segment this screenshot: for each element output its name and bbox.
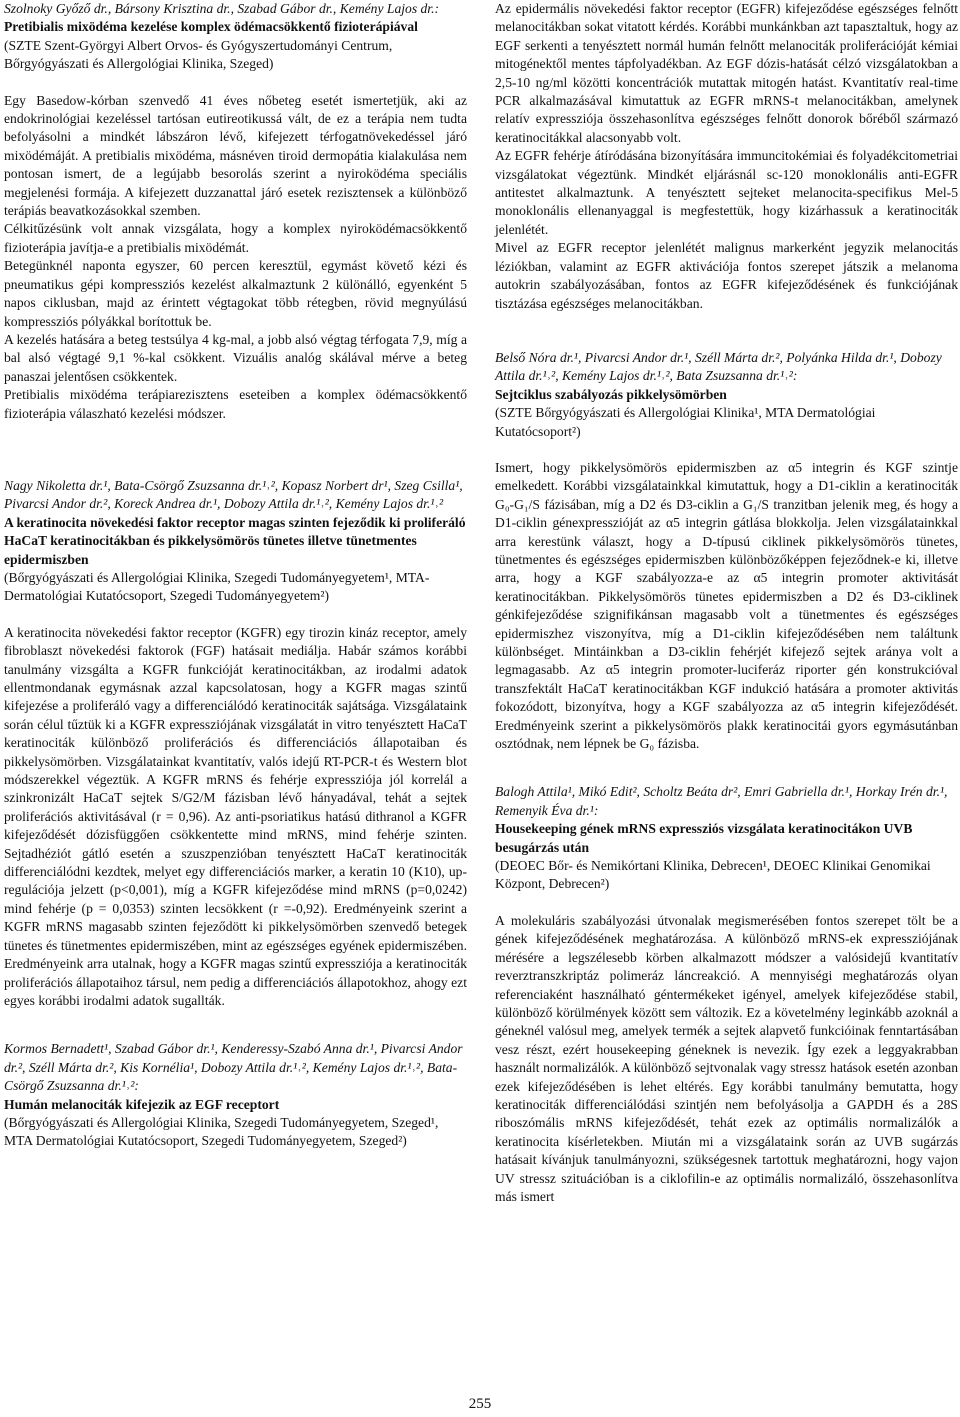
- abstract-authors: Kormos Bernadett¹, Szabad Gábor dr.¹, Kenderessy-Szabó Anna dr.¹, Pivarcsi Andor dr.², Széll Márta dr.², Kis Kornélia¹, Dobozy Attila dr.¹˒², Kemény Lajos dr.¹˒², Bata-Csörgő Zsuzsanna dr.¹˒²:: [4, 1041, 463, 1094]
- abstract-title: Housekeeping gének mRNS expressziós vizsgálata keratinocitákon UVB besugárzás után: [495, 821, 913, 855]
- abstract-affiliation: (SZTE Szent-Györgyi Albert Orvos- és Gyógyszertudományi Centrum, Bőrgyógyászati és Allergológiai Klinika, Szeged): [4, 37, 393, 72]
- left-column: [4, 0, 467, 1151]
- abstract-paragraph: A kezelés hatására a beteg testsúlya 4 kg-mal, a jobb alsó végtag térfogata 7,9, míg a bal alsó végtagé 9,1 %-kal csökkent. Vizuális analóg skálával mérve a beteg panaszai jelentősen csökkentek.: [4, 331, 467, 384]
- abstract-paragraph: Az EGFR fehérje átíródásána bizonyítására immuncitokémiai és folyadékcitometriai vizsgálatokat végeztünk. Mindkét eljárásnál sc-120 monoklonális anti-EGFR antitestet alkalmaztunk. A tenyésztett sejteket melanocita-specifikus Mel-5 monoklonális ellenanyaggal is megfestettük, hogy kizárhassuk a keratinociták jelenlétét.: [495, 148, 958, 237]
- abstract-affiliation: (DEOEC Bőr- és Nemikórtani Klinika, Debrecen¹, DEOEC Klinikai Genomikai Központ, Debrecen²): [495, 858, 931, 892]
- abstract-housekeeping-genes: [495, 783, 958, 1206]
- abstract-title: Humán melanociták kifejezik az EGF receptort: [4, 1096, 280, 1112]
- abstract-paragraph: Egy Basedow-kórban szenvedő 41 éves nőbeteg esetét ismertetjük, aki az endokrinológiai kezeléssel tartósan eutireotikussá vált, de ez a terápia nem tudta befolyásolni a mindkét lábszáron lévő, kifejezett térfogatnövekedéssel járó mixödémáját. A pretibialis mixödéma, másnéven tiroid dermopátia kialakulása nem pontosan ismert, de a legújabb besorolás szerint a nyiroködéma speciális megjelenési formája. A kifejezett duzzanattal járó esetek rezisztensek a különböző terápiás beavatkozásokkal szemben.: [4, 92, 467, 219]
- abstract-kgfr: [4, 477, 467, 1010]
- abstract-title: Pretibialis mixödéma kezelése komplex ödémacsökkentő fizioterápiával: [4, 19, 418, 35]
- abstract-paragraph: A molekuláris szabályozási útvonalak megismerésében fontos szerepet tölt be a gének kifejeződésének meghatározása. A különböző mRNS-ek expressziójának mérésére a legszélesebb körben alkalmazott módszer a valósidejű kvantitatív reverztranszkriptáz polimeráz láncreakció. A mennyiségi meghatározás olyan referenciaként használható géntermékeket igényel, amelyek kifejeződése stabil, különböző körülmények között sem változik. Ez a követelmény leginkább azoknál a géneknél valósul meg, amelyek termék a sejtek alapvető funkcióinak fenntartásában vesz részt, ezért housekeeping géneknek is nevezik. Így ezek a leggyakrabban használt normalizálók. A különböző sejtvonalak vagy stressz hatások esetén azonban ezek kifejeződésében is lehet eltérés. Egy korábbi tanulmány bemutatta, hogy keratinociták differenciálódási szintjén nem befolyásolja a GAPDH és a 28S riboszómális mRNS kifejeződését, tehát ezek az optimális normalizálók a keratinocita kísérletekben. Miután mi a vizsgálataink során az UVB sugárzás hatásait kívánjuk tanulmányozni, szükségesnek tartottuk meghatározni, hogy vajon UV stressz szituációban is a ciklofilin-e az optimális normalizáló, összehasonlítva más ismert: [495, 912, 958, 1204]
- abstract-title: Sejtciklus szabályozás pikkelysömörben: [495, 386, 727, 402]
- abstract-affiliation: (Bőrgyógyászati és Allergológiai Klinika, Szegedi Tudományegyetem, Szeged¹, MTA Dermatológiai Kutatócsoport, Szegedi Tudományegyetem, Szeged²): [4, 1114, 439, 1149]
- abstract-egf-receptor-continued: [495, 0, 958, 313]
- abstract-paragraph: A keratinocita növekedési faktor receptor (KGFR) egy tirozin kináz receptor, amely fibroblaszt növekedési faktorok (FGF) hatásait mediálja. Habár számos korábbi tanulmány vizsgálta a KGFR funkcióját keratinocitákban, az irodalmi adatok ellentmondanak egymásnak azzal kapcsolatosan, hogy a KGFR magas szintű kifejezése a proliferáló vagy a differenciálódó keratinociták sajátsága. Vizsgálataink során célul tűztük ki a KGFR expressziójának vizsgálatát in vitro tenyésztett HaCaT keratinociták különböző proliferációs és differenciációs állapotaiban és pikkelysömörben. Vizsgálatainkat kvantitatív, valós idejű RT-PCR-t és Western blot módszerekkel végeztük. A KGFR mRNS és fehérje expressziója jól korrelál a szinkronizált HaCaT sejtek S/G2/M fázisban lévő hányadával, tehát a sejtek proliferációs aktivitásával (r = 0,96). Az anti-psoriatikus hatású dithranol a KGFR kifejeződését dózisfüggően csökkentette mind mRNS, mind fehérje szinten. Sejtadhéziót gátló esetén a szuszpenzióban tenyésztett HaCaT keratinociták differenciálódni kezdtek, melyet egy differenciációs marker, a keratin 10 (K10), up-regulációja jelzett (p<0,001), míg a KGFR kifejeződése mind mRNS (p=0,0242) mind fehérje (p = 0,0353) szinten lecsökkent (r =-0,92). Eredményeink szerint a KGFR mRNS magasabb szinten fejeződött ki pikkelysömörben szenvedő betegek tünetes és tünetmentes epidermiszében, mint az egészséges egyének epidermiszében. Eredményeink arra utalnak, hogy a KGFR magas szintű expressziója a keratinociták proliferációs állapotaihoz társul, nem pedig a differenciációs állapotokhoz, ahogy ezt egyes korábbi irodalmi adatok sugallták.: [4, 624, 467, 1008]
- abstract-authors: Belső Nóra dr.¹, Pivarcsi Andor dr.¹, Széll Márta dr.², Polyánka Hilda dr.¹, Dobozy Attila dr.¹˒², Kemény Lajos dr.¹˒², Bata Zsuzsanna dr.¹˒²:: [495, 349, 942, 384]
- abstract-paragraph: Az epidermális növekedési faktor receptor (EGFR) kifejeződése egészséges felnőtt melanocitákban sokat vitatott kérdés. Korábbi munkánkban azt tapasztaltuk, hogy az EGF serkenti a tenyésztett normál humán felnőtt melanociták proliferációját kémiai mitogénektől mentes tápfolyadékban. Az EGF dózis-hatását célzó vizsgálatokban a 2,5-10 ng/ml közötti koncentrációk mutattak mitogén hatást. Kvantitatív real-time PCR alkalmazásával kimutattuk az EGFR mRNS-t melanocitákban, amelynek relatív expressziója összehasonlítva egészséges felnőtt donorok bőréből származó keratinocitákkal alacsonyabb volt.: [495, 1, 958, 145]
- abstract-paragraph: Célkitűzésünk volt annak vizsgálata, hogy a komplex nyiroködémacsökkentő fizioterápia javítja-e a pretibialis mixödémát.: [4, 221, 467, 255]
- abstract-authors: Nagy Nikoletta dr.¹, Bata-Csörgő Zsuzsanna dr.¹˒², Kopasz Norbert dr¹, Szeg Csilla¹, Pivarcsi Andor dr.², Koreck Andrea dr.¹, Dobozy Attila dr.¹˒², Kemény Lajos dr.¹˒²: [4, 477, 463, 512]
- abstract-authors: Balogh Attila¹, Mikó Edit², Scholtz Beáta dr², Emri Gabriella dr.¹, Horkay Irén dr.¹, Remenyik Éva dr.¹:: [495, 784, 948, 818]
- page-number: 255: [468, 1396, 492, 1412]
- abstract-paragraph: Mivel az EGFR receptor jelenlétét malignus markerként jegyzik melanocitás léziókban, valamint az EGFR aktivációja fontos szerepet játszik a melanoma autokrin szabályozásában, fontos az EGFR kifejeződésének és funkciójának tisztázása egészséges melanocitákban.: [495, 240, 958, 311]
- abstract-egf-receptor: [4, 1040, 467, 1150]
- right-column: [495, 0, 958, 1206]
- abstract-paragraph: Ismert, hogy pikkelysömörös epidermiszben az α5 integrin és KGF szintje emelkedett. Korábbi vizsgálatainkkal kimutattuk, hogy a D1-ciklin a keratinociták G₀-G₁/S fázisában, míg a D2 és D3-ciklin a G₁/S tranzitban jelenik meg, és hogy a D1-ciklin génexpresszióját az α5 integrin gátlása blokkolja. Jelen vizsgálatainkkal arra kerestünk választ, hogy a D-típusú ciklinek pikkelysömörös tünetes, tünetmentes és egészséges epidermiszben különbözőképpen fejeződnek-e ki, illetve arra, hogy a KGF szabályozza-e az α5 integrin promoter aktivitását keratinocitákban. Pikkelysömörös tünetes epidermiszben a D2 és D3-ciklinek génkifejeződése szignifikánsan magasabb volt a tünetmentes és egészséges epidermiszhez viszonyítva, míg a D1-ciklin kifejeződésében nem találtunk különbséget. Mintáinkban a D3-ciklin fehérjét kifejező sejtek aránya volt a legmagasabb. Az α5 integrin promoter-luciferáz riporter gén konstrukcióval transzfektált HaCaT keratinocitákban KGF indukció hatására a promoter aktivitás fokozódott, bizonyítva, hogy a KGF szabályozza az α5 integrin kifejeződését. Eredményeink szerint a pikkelysömörös plakk keratinocitái gyors egymásutánban osztódnak, nem lépnek be G₀ fázisba.: [495, 459, 958, 752]
- abstract-cell-cycle: [495, 349, 958, 754]
- abstract-affiliation: (SZTE Bőrgyógyászati és Allergológiai Klinika¹, MTA Dermatológiai Kutatócsoport²): [495, 405, 876, 439]
- abstract-pretibial-myxedema: [4, 0, 467, 423]
- abstract-affiliation: (Bőrgyógyászati és Allergológiai Klinika, Szegedi Tudományegyetem¹, MTA- Dermatológiai Kutatócsoport, Szegedi Tudományegyetem²): [4, 569, 430, 604]
- abstract-title: A keratinocita növekedési faktor receptor magas szinten fejeződik ki proliferáló HaCaT keratinocitákban és pikkelysömörös tünetes illetve tünetmentes epidermiszben: [4, 514, 466, 567]
- abstract-paragraph: Betegünknél naponta egyszer, 60 percen keresztül, egymást követő kézi és pneumatikus gépi kompressziós kezelést alkalmaztunk 2 különálló, egyenként 5 napos ciklusban, majd az érintett végtagokat több rétegben, rövid megnyúlású kompressziós pólyákkal borítottuk be.: [4, 258, 467, 329]
- abstract-authors: Szolnoky Győző dr., Bársony Krisztina dr., Szabad Gábor dr., Kemény Lajos dr.:: [4, 1, 440, 16]
- abstract-paragraph: Pretibialis mixödéma terápiarezisztens eseteiben a komplex ödémacsökkentő fizioterápia válaszható kezelési módszer.: [4, 387, 467, 421]
